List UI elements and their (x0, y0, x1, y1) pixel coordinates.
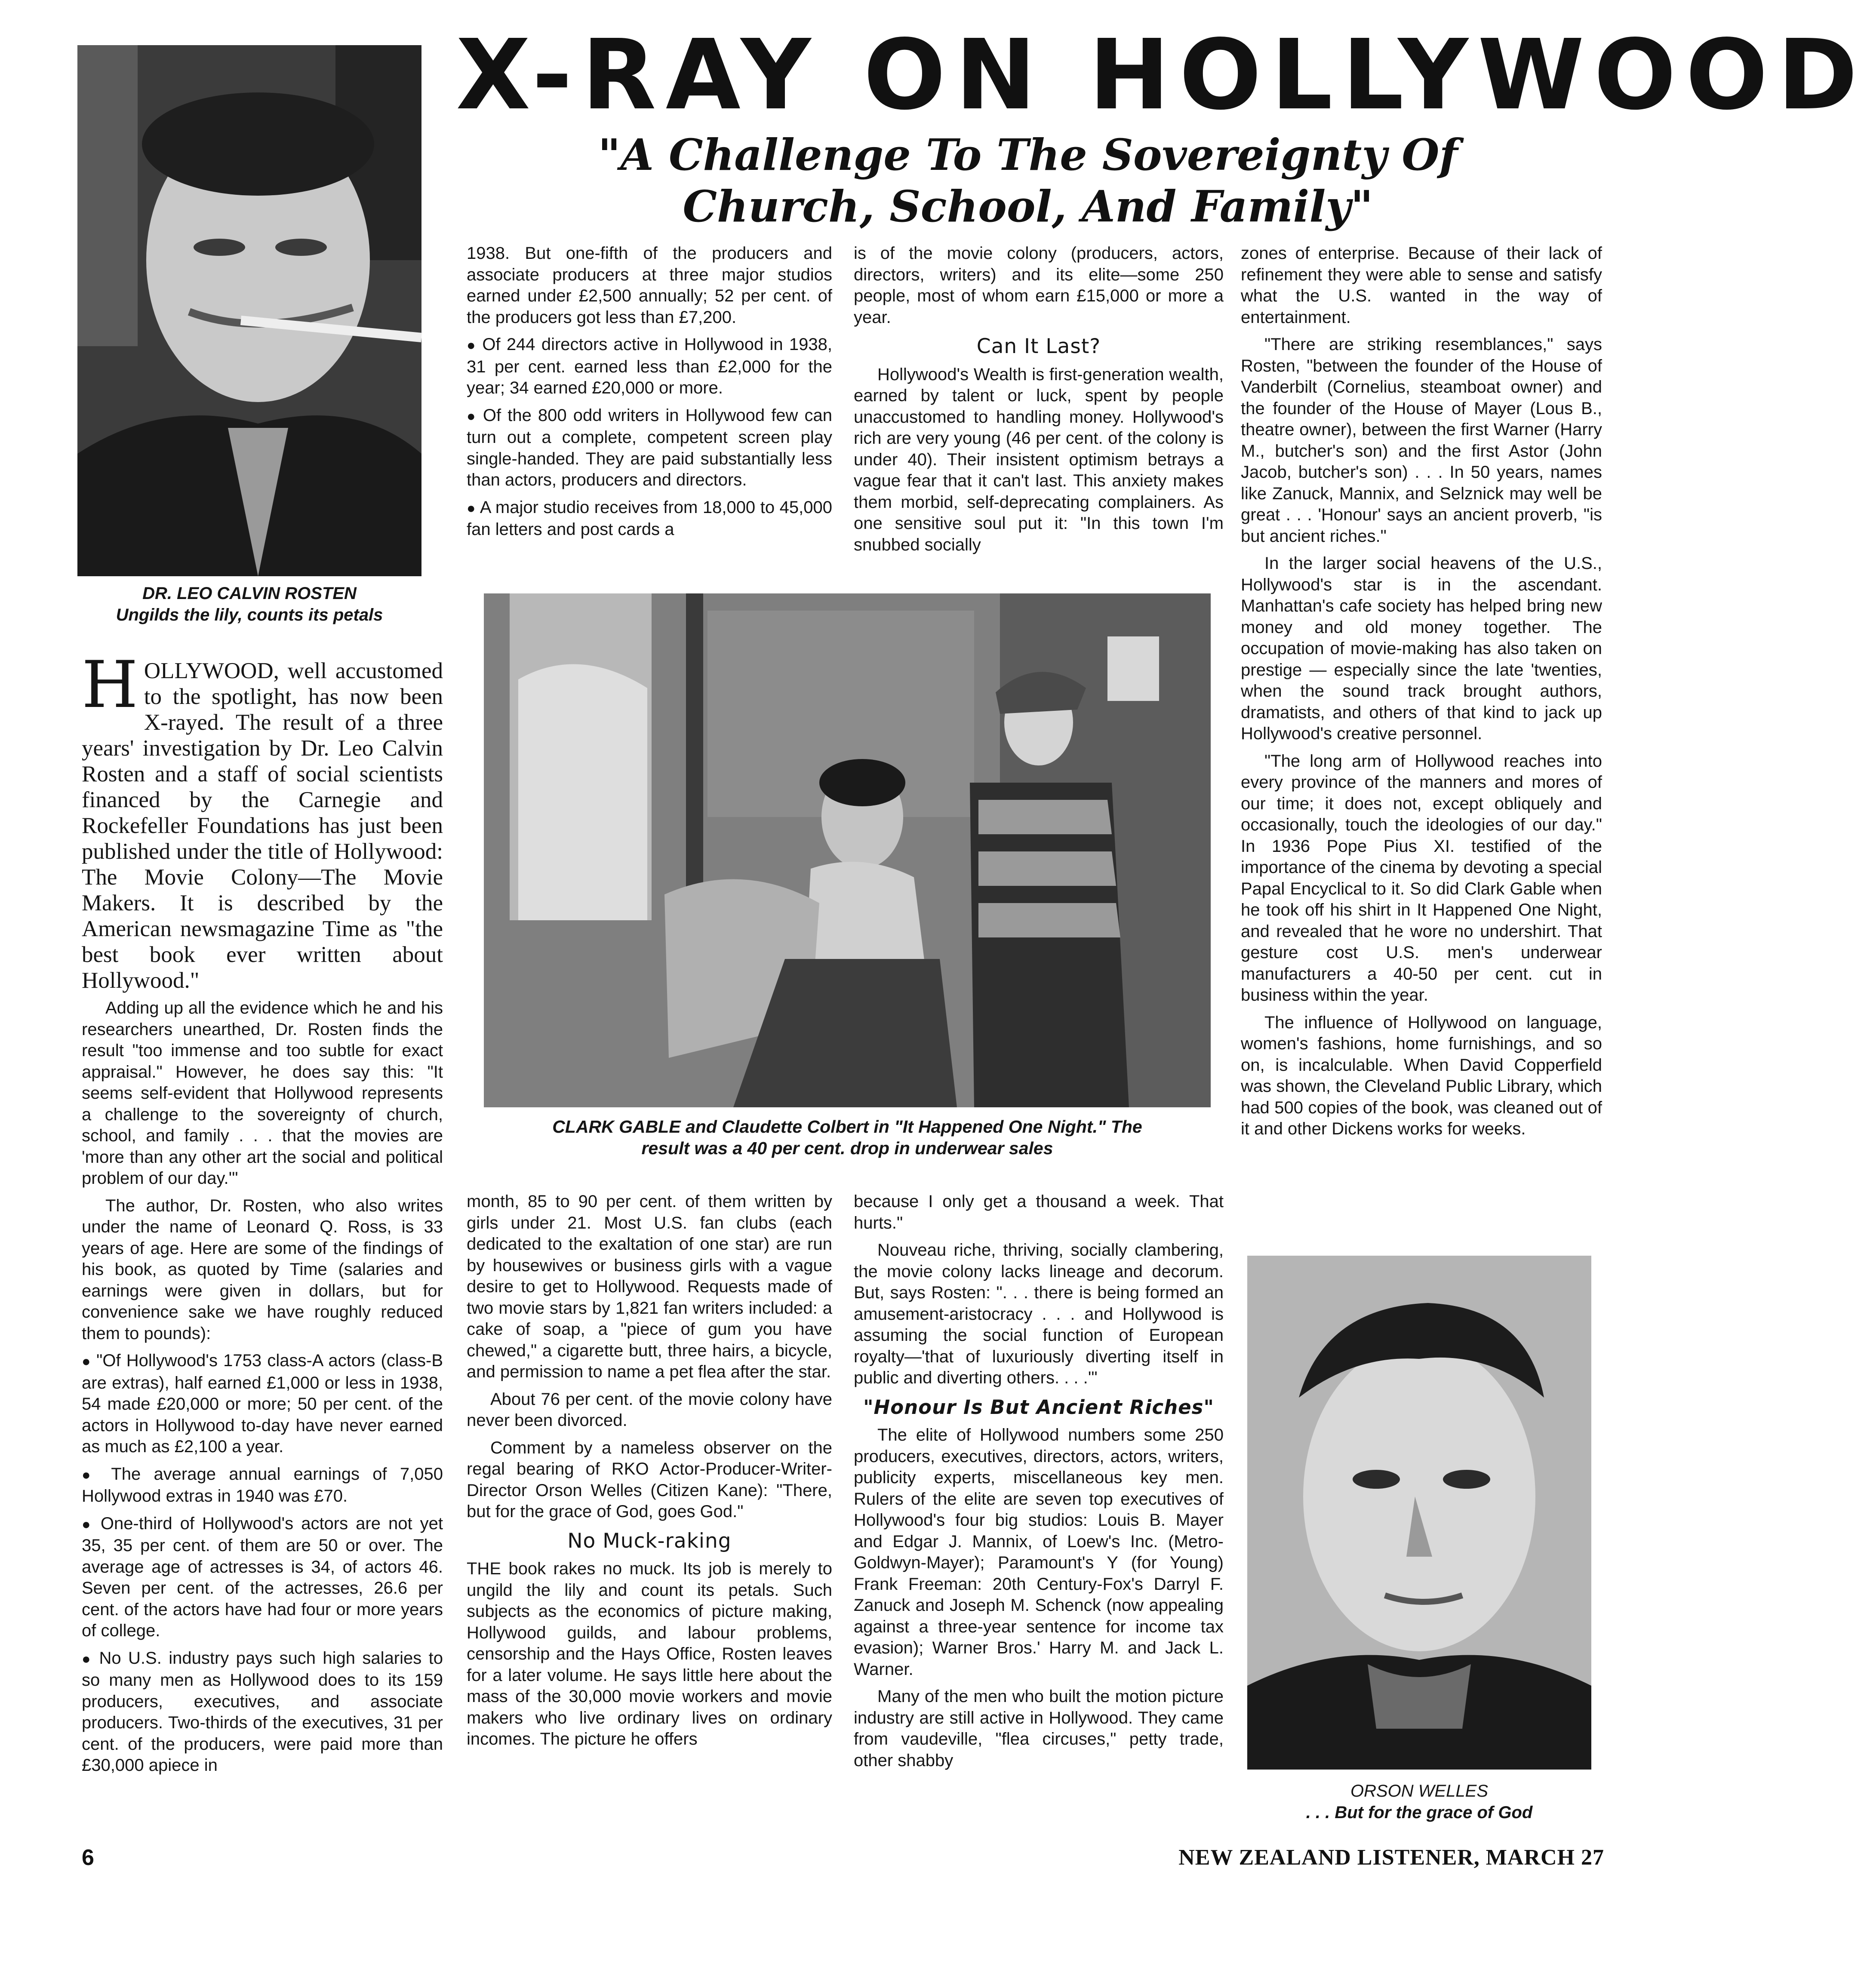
bullet-paragraph: ● One-third of Hollywood's actors are not yet 35, 35 per cent. of them are 50 or over. The average age of actresses is 34, of actors 46. Seven per cent. of the actresses, 26.6 per cent. of the actors have had four or more years of college. (82, 1513, 443, 1642)
subheadline-line-1: "A Challenge To The Sovereignty Of (598, 129, 1458, 180)
paragraph: About 76 per cent. of the movie colony have never been divorced. (467, 1389, 832, 1430)
paragraph: is of the movie colony (producers, actors, directors, writers) and its elite—some 250 people, most of whom earn £15,000 or more a year. (854, 244, 1224, 327)
bullet-paragraph: ● "Of Hollywood's 1753 class-A actors (class-B are extras), half earned £1,000 or less in 1938, 54 made £20,000 or more; 50 per cent. of the actors in Hollywood to-day have never earned as much as £2,100 a year. (82, 1350, 443, 1458)
bullet-paragraph: ● A major studio receives from 18,000 to 45,000 fan letters and post cards a (467, 497, 832, 541)
welles-caption-name: ORSON WELLES (1350, 1782, 1489, 1801)
paragraph: The elite of Hollywood numbers some 250 producers, executives, directors, actors, writers, publicity experts, miscellaneous key men. Rulers of the elite are seven top executives of Hollywood's four big studios: Louis B. Mayer and Edgar J. Mannix, of Loew's Inc. (Metro-Goldwyn-Mayer); Paramount's Y (for Young) Frank Freeman: 20th Century-Fox's Darryl F. Zanuck and Joseph M. Schenck (now appealing against a three-year sentence for income tax evasion); Warner Bros.' Harry M. and Jack L. Warner. (854, 1426, 1224, 1679)
lead-paragraph: OLLYWOOD, well accustomed to the spotlight, has now been X-rayed. The result of a three years' investigation by Dr. Leo Calvin Rosten and a staff of social scientists financed by the Carnegie and Rockefeller Foundations has just been published under the title of Hollywood: The Movie Colony—The Movie Makers. It is described by the American newsmagazine Time as "the best book ever written about Hollywood." (82, 658, 443, 993)
paragraph: zones of enterprise. Because of their lack of refinement they were able to sense and satisfy what the U.S. wanted in the way of entertainment. (1241, 244, 1602, 327)
bullet-paragraph: ● The average annual earnings of 7,050 Hollywood extras in 1940 was £70. (82, 1464, 443, 1507)
gable-caption (484, 1116, 1211, 1159)
paragraph: "The long arm of Hollywood reaches into every province of the manners and mores of our time; it does not, except obliquely and occasionally, touch the ideologies of our day." In 1936 Pope Pius XI. testified of the importance of the cinema by devoting a special Papal Encyclical to it. So did Clark Gable when he took off his shirt in It Happened One Night, and revealed that he wore no undershirt. That gesture cost U.S. men's underwear manufacturers a 40-50 per cent. cut in business within the year. (1241, 751, 1602, 1005)
bullet-paragraph: ● Of 244 directors active in Hollywood in 1938, 31 per cent. earned less than £2,000 for the year; 34 earned £20,000 or more. (467, 334, 832, 399)
column-3-top (854, 243, 1224, 562)
column-2-bottom (467, 1191, 832, 1756)
column-1 (82, 998, 443, 1782)
col1-lead (82, 648, 443, 993)
rosten-photo (77, 45, 421, 576)
subheadline-line-2: Church, School, And Family" (683, 181, 1373, 232)
paragraph: because I only get a thousand a week. That hurts." (854, 1192, 1224, 1232)
paragraph: Adding up all the evidence which he and his researchers unearthed, Dr. Rosten finds the result "too immense and too subtle for exact appraisal." However, he does say this: "It seems self-evident that Hollywood represents a challenge to the sovereignty of church, school, and family . . . that the movies are 'more than any other art the social and political problem of our day.'" (82, 999, 443, 1188)
subheading-no-muck-raking: No Muck-raking (567, 1529, 732, 1553)
paragraph: The author, Dr. Rosten, who also writes under the name of Leonard Q. Ross, is 33 years of age. Here are some of the findings of his book, as quoted by Time (salaries and earnings were given in dollars, but for convenience sake we have roughly reduced them to pounds): (82, 1196, 443, 1343)
gable-caption-line-2: result was a 40 per cent. drop in underwear sales (641, 1138, 1053, 1158)
paragraph: Comment by a nameless observer on the regal bearing of RKO Actor-Producer-Writer-Director Orson Welles (Citizen Kane): "There, but for the grace of God, goes God." (467, 1438, 832, 1521)
subheading-can-it-last: Can It Last? (976, 335, 1101, 358)
welles-caption (1247, 1780, 1591, 1823)
headline: X-RAY ON HOLLYWOOD (456, 19, 1867, 132)
paragraph: Nouveau riche, thriving, socially clambering, the movie colony lacks lineage and decorum. But, says Rosten: ". . . there is being formed an amusement-aristocracy . . . and Hollywood is assuming the social function of European royalty—'that of luxuriously diverting itself in public and diverting others. . . .'" (854, 1241, 1224, 1387)
bullet-paragraph: ● Of the 800 odd writers in Hollywood few can turn out a complete, competent screen play single-handed. They are paid substantially less than actors, producers and directors. (467, 405, 832, 491)
gable-caption-line-1: CLARK GABLE and Claudette Colbert in "It Happened One Night." The (552, 1117, 1142, 1137)
paragraph: In the larger social heavens of the U.S., Hollywood's star is in the ascendant. Manhattan's cafe society has helped bring new money and old money together. The occupation of movie-making has also taken on prestige — especially since the late 'twenties, when the sound track brought authors, dramatists, and others of that kind to jack up Hollywood's creative personnel. (1241, 554, 1602, 743)
paragraph: 1938. But one-fifth of the producers and associate producers at three major studios earned under £2,500 annually; 52 per cent. of the producers got less than £7,200. (467, 244, 832, 327)
welles-photo (1247, 1256, 1591, 1770)
gable-colbert-photo (484, 593, 1211, 1107)
rosten-caption-text: Ungilds the lily, counts its petals (116, 605, 383, 624)
welles-caption-text: . . . But for the grace of God (1306, 1803, 1533, 1822)
publication-line: NEW ZEALAND LISTENER, MARCH 27 (1178, 1845, 1604, 1870)
page-number: 6 (82, 1845, 94, 1870)
paragraph: Hollywood's Wealth is first-generation wealth, earned by talent or luck, spent by people unaccustomed to handling money. Hollywood's rich are very young (46 per cent. of the colony is under 40). Their insistent optimism betrays a vague fear that it can't last. This anxiety makes them morbid, self-deprecating complainers. As one sensitive soul put it: "In this town I'm snubbed socially (854, 365, 1224, 554)
column-2-top (467, 243, 832, 547)
paragraph: The influence of Hollywood on language, women's fashions, home furnishings, and so on, is incalculable. When David Copperfield was shown, the Cleveland Public Library, which had 500 copies of the book, was cleaned out of it and other Dickens works for weeks. (1241, 1013, 1602, 1138)
rosten-caption (77, 583, 421, 626)
bullet-paragraph: ● No U.S. industry pays such high salaries to so many men as Hollywood does to its 159 producers, executives, and associate producers. Two-thirds of the executives, 31 per cent. of the producers, were paid more than £30,000 apiece in (82, 1648, 443, 1776)
column-3-bottom (854, 1191, 1224, 1777)
column-4 (1241, 243, 1602, 1146)
paragraph: month, 85 to 90 per cent. of them written by girls under 21. Most U.S. fan clubs (each dedicated to the exaltation of one star) are run by housewives or business girls with a vague desire to get to Hollywood. Requests made of two movie stars by 1,821 fan writers included: a cake of soap, a "piece of gum you have chewed," a cigarette butt, three hairs, a bicycle, and permission to name a pet flea after the star. (467, 1192, 832, 1381)
paragraph: Many of the men who built the motion picture industry are still active in Hollywood. They came from vaudeville, "flea circuses," petty trade, other shabby (854, 1687, 1224, 1770)
rosten-caption-name: DR. LEO CALVIN ROSTEN (142, 584, 357, 603)
subheading-honour: "Honour Is But Ancient Riches" (863, 1395, 1214, 1419)
paragraph: THE book rakes no muck. Its job is merely to ungild the lily and count its petals. Such subjects as the economics of picture making, Hollywood guilds, and labour problems, censorship and the Hays Office, Rosten leaves for a later volume. He says little here about the mass of the 30,000 movie workers and movie makers who live ordinary lives on ordinary incomes. The picture he offers (467, 1559, 832, 1748)
drop-cap: H (82, 648, 138, 722)
subheadline (499, 129, 1557, 232)
paragraph: "There are striking resemblances," says Rosten, "between the founder of the House of Vanderbilt (Cornelius, steamboat owner) and the founder of the House of Mayer (Lous B., theatre owner), between the first Warner (Harry M., butcher's son) and the first Astor (John Jacob, butcher's son) . . . In 50 years, names like Zanuck, Mannix, and Selznick may well be great . . . 'Honour' says an ancient proverb, "is but ancient riches." (1241, 335, 1602, 546)
